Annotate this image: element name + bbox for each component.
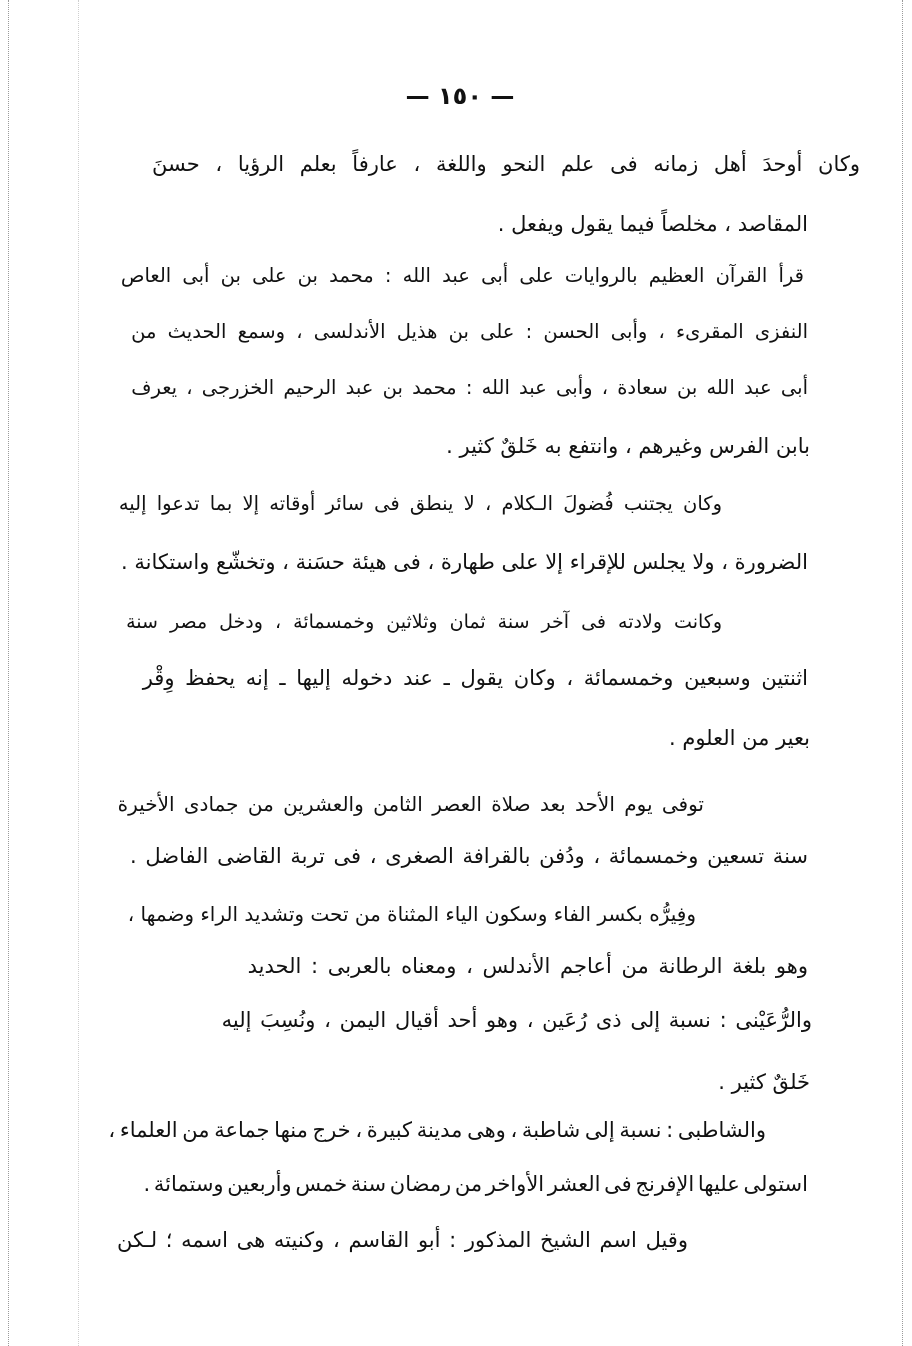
left-margin-dotted-line bbox=[8, 0, 9, 1346]
text-line: وفِيرُّه بكسر الفاء وسكون الياء المثناة من تحت وتشديد الراء وضمها ، bbox=[127, 902, 696, 926]
page-number: — ١٥٠ — bbox=[405, 82, 515, 110]
text-line: اثنتين وسبعين وخمسمائة ، وكان يقول ـ عند دخوله إليها ـ إنه يحفظ وِقْر bbox=[142, 666, 808, 690]
text-line: بعير من العلوم . bbox=[668, 726, 810, 750]
text-line: والرُّعَيْنى : نسبة إلى ذى رُعَين ، وهو أحد أقيال اليمن ، ونُسِبَ إليه bbox=[221, 1008, 812, 1032]
text-line: والشاطبى : نسبة إلى شاطبة ، وهى مدينة كبيرة ، خرج منها جماعة من العلماء ، bbox=[108, 1118, 766, 1142]
text-line: قرأ القرآن العظيم بالروايات على أبى عبد الله : محمد بن على بن أبى العاص bbox=[120, 264, 804, 287]
text-line: المقاصد ، مخلصاً فيما يقول ويفعل . bbox=[497, 212, 808, 236]
text-line: وقيل اسم الشيخ المذكور : أبو القاسم ، وكنيته هى اسمه ؛ لـكن bbox=[116, 1228, 688, 1252]
text-line: سنة تسعين وخمسمائة ، ودُفن بالقرافة الصغرى ، فى تربة القاضى الفاضل . bbox=[130, 844, 808, 868]
inner-margin-dotted-line bbox=[78, 0, 79, 1346]
text-line: بابن الفرس وغيرهم ، وانتفع به خَلقٌ كثير . bbox=[446, 434, 810, 458]
text-line: توفى يوم الأحد بعد صلاة العصر الثامن والعشرين من جمادى الأخيرة bbox=[117, 792, 704, 816]
text-line: وهو بلغة الرطانة من أعاجم الأندلس ، ومعناه بالعربى : الحديد bbox=[247, 954, 808, 978]
text-line: استولى عليها الإفرنج فى العشر الأواخر من رمضان سنة خمس وأربعين وستمائة . bbox=[143, 1172, 808, 1196]
text-line: وكان أوحدَ أهل زمانه فى علم النحو واللغة ، عارفاً بعلم الرؤيا ، حسنَ bbox=[152, 152, 860, 176]
text-line: أبى عبد الله بن سعادة ، وأبى عبد الله : محمد بن عبد الرحيم الخزرجى ، يعرف bbox=[131, 376, 808, 399]
text-line: وكان يجتنب فُضولَ الـكلام ، لا ينطق فى سائر أوقاته إلا بما تدعوا إليه bbox=[118, 492, 722, 515]
text-line: الضرورة ، ولا يجلس للإقراء إلا على طهارة ، فى هيئة حسَنة ، وتخشّع واستكانة . bbox=[120, 550, 808, 574]
text-line: وكانت ولادته فى آخر سنة ثمان وثلاثين وخمسمائة ، ودخل مصر سنة bbox=[126, 611, 722, 633]
right-margin-dotted-line bbox=[902, 0, 903, 1346]
text-line: النفزى المقرىء ، وأبى الحسن : على بن هذيل الأندلسى ، وسمع الحديث من bbox=[131, 320, 808, 343]
text-line: خَلقٌ كثير . bbox=[718, 1070, 810, 1094]
